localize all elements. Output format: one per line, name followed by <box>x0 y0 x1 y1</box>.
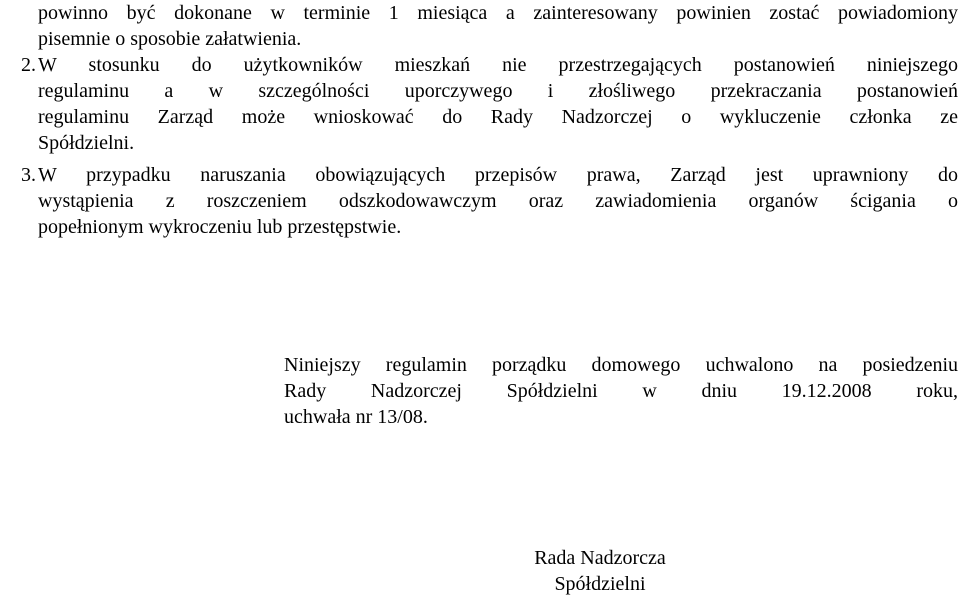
closing-line: Rady Nadzorczej Spółdzielni w dniu 19.12.2008 roku, <box>284 380 958 402</box>
closing-line: uchwała nr 13/08. <box>284 406 428 428</box>
paragraph-line: regulaminu Zarząd może wnioskować do Rady Nadzorczej o wykluczenie członka ze <box>38 106 958 128</box>
paragraph-number: 2. <box>21 54 36 76</box>
paragraph-1-continuation <box>38 0 958 52</box>
paragraph-line: wystąpienia z roszczeniem odszkodowawczym oraz zawiadomienia organów ścigania o <box>38 190 958 212</box>
signature-line-2: Spółdzielni <box>554 573 646 595</box>
paragraph-line: pisemnie o sposobie załatwienia. <box>38 28 302 50</box>
closing-statement <box>284 352 958 430</box>
signature-line-1: Rada Nadzorcza <box>534 547 666 569</box>
paragraph-line: W stosunku do użytkowników mieszkań nie przestrzegających postanowień niniejszego <box>38 54 958 76</box>
paragraph-line: powinno być dokonane w terminie 1 miesiąca a zainteresowany powinien zostać powiadomiony <box>38 2 958 24</box>
paragraph-line: regulaminu a w szczególności uporczywego i złośliwego przekraczania postanowień <box>38 80 958 102</box>
closing-line: Niniejszy regulamin porządku domowego uchwalono na posiedzeniu <box>284 354 958 376</box>
paragraph-number: 3. <box>21 164 36 186</box>
signature-block <box>440 545 760 597</box>
paragraph-line: Spółdzielni. <box>38 132 135 154</box>
paragraph-2 <box>38 52 958 156</box>
paragraph-line: W przypadku naruszania obowiązujących przepisów prawa, Zarząd jest uprawniony do <box>38 164 958 186</box>
paragraph-line: popełnionym wykroczeniu lub przestępstwie. <box>38 216 402 238</box>
paragraph-3 <box>38 162 958 240</box>
